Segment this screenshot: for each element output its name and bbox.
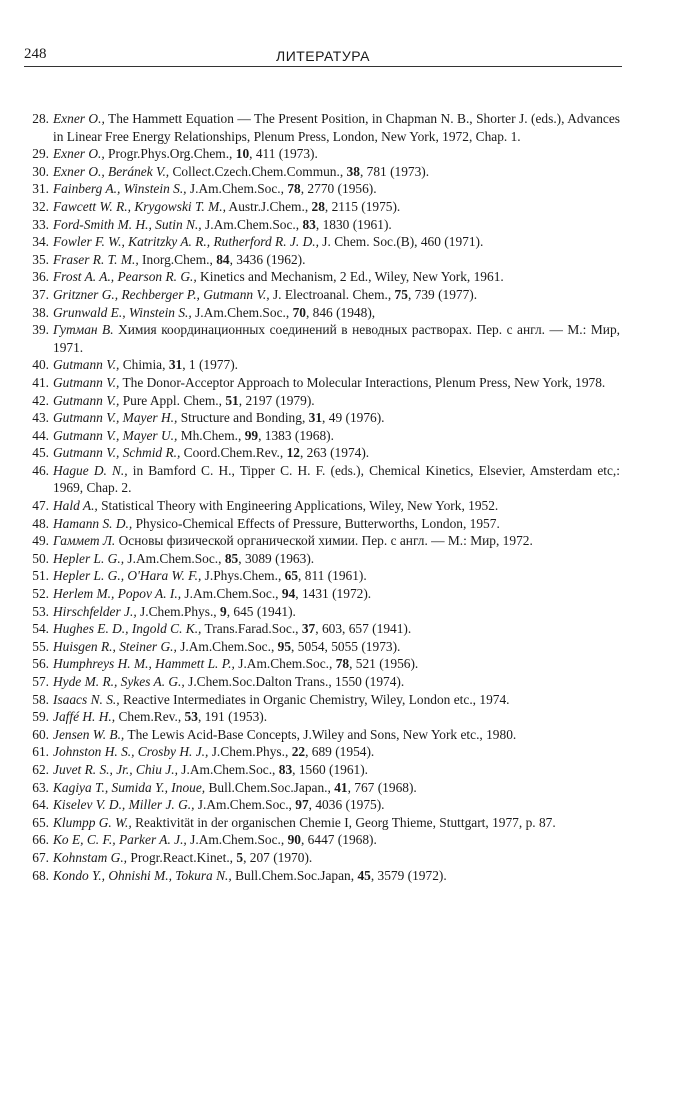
author-names: Kondo Y., Ohnishi M., Tokura N., — [53, 867, 232, 883]
author-names: Hamann S. D., — [53, 515, 133, 531]
citation-text: J.Am.Chem.Soc., — [201, 216, 303, 232]
author-names: Huisgen R., Steiner G., — [53, 638, 177, 654]
reference-number: 30. — [32, 163, 49, 179]
citation-text: J.Am.Chem.Soc., — [181, 586, 282, 602]
citation-text: Inorg.Chem., — [138, 251, 217, 267]
citation-text: , 521 (1956). — [349, 656, 419, 672]
reference-entry — [22, 321, 620, 356]
reference-entry — [22, 761, 620, 779]
author-names: Gritzner G., Rechberger P., Gutmann V., — [53, 286, 270, 302]
volume-number: 31 — [168, 357, 183, 373]
author-names: Johnston H. S., Crosby H. J., — [53, 744, 209, 760]
author-names: Гаммет Л. — [53, 533, 116, 549]
volume-number: 10 — [235, 146, 250, 162]
author-names: Jensen W. B., — [53, 726, 125, 742]
reference-entry — [22, 268, 620, 286]
citation-text: , 2115 (1975). — [324, 198, 401, 214]
author-names: Gutmann V., — [53, 357, 120, 373]
reference-number: 28. — [32, 111, 49, 126]
citation-text: Trans.Farad.Soc., — [201, 621, 302, 637]
author-names: Exner O., — [53, 111, 105, 126]
reference-number: 37. — [32, 286, 49, 302]
author-names: Gutmann V., Mayer H., — [53, 410, 178, 426]
citation-text: J.Chem.Phys., — [208, 744, 292, 760]
volume-number: 38 — [346, 163, 360, 179]
citation-text: The Donor-Acceptor Approach to Molecular Interactions, Plenum Press, New York, 1978. — [119, 374, 606, 390]
author-names: Hague D. N., — [53, 462, 128, 478]
author-names: Hepler L. G., O'Hara W. F., — [53, 568, 202, 584]
citation-text: Coord.Chem.Rev., — [180, 445, 287, 461]
volume-number: 75 — [394, 286, 408, 302]
citation-text: Bull.Chem.Soc.Japan, — [231, 867, 358, 883]
volume-number: 37 — [301, 621, 316, 637]
citation-text: , 1 (1977). — [182, 357, 239, 373]
author-names: Jaffé H. H., — [53, 709, 116, 725]
reference-entry — [22, 444, 620, 462]
reference-number: 68. — [32, 867, 49, 883]
reference-entry — [22, 550, 620, 568]
author-names: Juvet R. S., Jr., Chiu J., — [53, 761, 178, 777]
volume-number: 78 — [287, 181, 301, 197]
volume-number: 5 — [236, 849, 244, 865]
reference-number: 46. — [32, 462, 49, 478]
author-names: Isaacs N. S., — [53, 691, 120, 707]
reference-number: 44. — [32, 427, 49, 443]
reference-entry — [22, 691, 620, 709]
citation-text: J.Chem.Soc.Dalton Trans., 1550 (1974). — [184, 674, 405, 689]
citation-text: , 191 (1953). — [197, 709, 268, 725]
volume-number: 22 — [291, 744, 306, 760]
reference-entry — [22, 867, 620, 885]
author-names: Frost A. A., Pearson R. G., — [53, 269, 197, 285]
reference-entry — [22, 620, 620, 638]
author-names: Fainberg A., Winstein S., — [53, 181, 187, 197]
reference-entry — [22, 462, 620, 497]
author-names: Hyde M. R., Sykes A. G., — [53, 674, 185, 689]
author-names: Hirschfelder J., — [53, 603, 137, 619]
reference-number: 56. — [32, 656, 49, 672]
citation-text: , 411 (1973). — [249, 146, 318, 162]
author-names: Hughes E. D., Ingold C. K., — [53, 621, 202, 637]
reference-number: 57. — [32, 674, 49, 689]
reference-number: 34. — [32, 234, 49, 250]
citation-text: Structure and Bonding, — [177, 410, 309, 426]
citation-text: Physico-Chemical Effects of Pressure, Butterworths, London, 1957. — [132, 515, 500, 531]
citation-text: J.Am.Chem.Soc., — [124, 550, 225, 566]
reference-entry — [22, 110, 620, 145]
volume-number: 45 — [357, 867, 371, 883]
citation-text: The Lewis Acid-Base Concepts, J.Wiley and Sons, New York etc., 1980. — [124, 726, 517, 742]
reference-entry — [22, 743, 620, 761]
page-header — [24, 44, 622, 67]
volume-number: 28 — [311, 198, 325, 214]
citation-text: Основы физической органической химии. Пер. с англ. — М.: Мир, 1972. — [115, 533, 533, 549]
reference-entry — [22, 180, 620, 198]
reference-entry — [22, 849, 620, 867]
reference-entry — [22, 427, 620, 445]
citation-text: Химия координационных соединений в неводных растворах. Пер. с англ. — М.: Мир, 1971. — [53, 322, 620, 355]
reference-entry — [22, 216, 620, 234]
page-number: 248 — [24, 46, 47, 62]
citation-text: , 811 (1961). — [298, 568, 367, 584]
volume-number: 70 — [292, 304, 306, 320]
reference-entry — [22, 497, 620, 515]
citation-text: , 6447 (1968). — [300, 832, 377, 848]
reference-entry — [22, 233, 620, 251]
author-names: Ford-Smith M. H., Sutin N., — [53, 216, 202, 232]
citation-text: J. Electroanal. Chem., — [269, 286, 395, 302]
citation-text: in Bamford C. H., Tipper C. H. F. (eds.), Chemical Kinetics, Elsevier, Amsterdam etc,: 1969, Chap. 2. — [53, 462, 620, 496]
reference-number: 38. — [32, 304, 49, 320]
reference-entry — [22, 708, 620, 726]
citation-text: , 1830 (1961). — [315, 216, 392, 232]
reference-number: 51. — [32, 568, 49, 584]
reference-list — [22, 110, 620, 884]
reference-entry — [22, 515, 620, 533]
citation-text: Kinetics and Mechanism, 2 Ed., Wiley, New York, 1961. — [196, 269, 504, 285]
citation-text: The Hammett Equation — The Present Position, in Chapman N. B., Shorter J. (eds.), Advances in Linear Free Energy Relationships, Plenum Press, London, New York, 1972, Chap. 1. — [53, 111, 620, 144]
volume-number: 97 — [295, 797, 309, 813]
citation-text: Mh.Chem., — [177, 427, 245, 443]
author-names: Fawcett W. R., Krygowski T. M., — [53, 198, 226, 214]
reference-number: 55. — [32, 638, 49, 654]
citation-text: J.Am.Chem.Soc., — [234, 656, 336, 672]
citation-text: Austr.J.Chem., — [225, 198, 312, 214]
citation-text: , 207 (1970). — [243, 849, 313, 865]
volume-number: 83 — [278, 761, 293, 777]
author-names: Gutmann V., — [53, 392, 120, 408]
author-names: Herlem M., Popov A. I., — [53, 586, 182, 602]
citation-text: Progr.React.Kinet., — [127, 849, 237, 865]
reference-entry — [22, 585, 620, 603]
citation-text: , 3579 (1972). — [370, 867, 447, 883]
citation-text: , 645 (1941). — [226, 603, 296, 619]
citation-text: , 767 (1968). — [347, 779, 417, 795]
reference-entry — [22, 603, 620, 621]
reference-number: 64. — [32, 797, 49, 813]
citation-text: Reaktivität in der organischen Chemie I, Georg Thieme, Stuttgart, 1977, p. 87. — [131, 814, 556, 830]
citation-text: , 4036 (1975). — [308, 797, 385, 813]
volume-number: 31 — [308, 410, 323, 426]
reference-number: 61. — [32, 744, 49, 760]
reference-entry — [22, 796, 620, 814]
reference-entry — [22, 655, 620, 673]
reference-number: 45. — [32, 445, 49, 461]
author-names: Fowler F. W., Katritzky A. R., Rutherford R. J. D., — [53, 234, 319, 250]
reference-number: 62. — [32, 761, 49, 777]
citation-text: , 2770 (1956). — [300, 181, 377, 197]
reference-entry — [22, 831, 620, 849]
volume-number: 65 — [284, 568, 299, 584]
volume-number: 90 — [287, 832, 301, 848]
reference-entry — [22, 304, 620, 322]
author-names: Klumpp G. W., — [53, 814, 132, 830]
reference-number: 48. — [32, 515, 49, 531]
citation-text: J.Am.Chem.Soc., — [186, 181, 288, 197]
citation-text: Bull.Chem.Soc.Japan., — [205, 779, 335, 795]
citation-text: , 1431 (1972). — [295, 586, 372, 602]
reference-number: 60. — [32, 726, 49, 742]
reference-entry — [22, 286, 620, 304]
author-names: Gutmann V., — [53, 374, 120, 390]
volume-number: 95 — [277, 638, 292, 654]
reference-number: 33. — [32, 216, 49, 232]
citation-text: J.Phys.Chem., — [201, 568, 285, 584]
author-names: Humphreys H. M., Hammett L. P., — [53, 656, 235, 672]
citation-text: J.Chem.Phys., — [136, 603, 221, 619]
citation-text: , 1560 (1961). — [292, 761, 369, 777]
volume-number: 84 — [216, 251, 230, 267]
reference-number: 29. — [32, 146, 49, 162]
citation-text: , 603, 657 (1941). — [315, 621, 412, 637]
reference-number: 31. — [32, 181, 49, 197]
citation-text: J. Chem. Soc.(B), 460 (1971). — [318, 234, 484, 250]
reference-entry — [22, 567, 620, 585]
author-names: Gutmann V., Schmid R., — [53, 445, 181, 461]
citation-text: Reactive Intermediates in Organic Chemistry, Wiley, London etc., 1974. — [119, 691, 510, 707]
reference-entry — [22, 814, 620, 832]
author-names: Kiselev V. D., Miller J. G., — [53, 797, 195, 813]
reference-number: 67. — [32, 849, 49, 865]
reference-entry — [22, 198, 620, 216]
reference-number: 35. — [32, 251, 49, 267]
citation-text: Pure Appl. Chem., — [119, 392, 226, 408]
author-names: Hald A., — [53, 498, 98, 514]
volume-number: 83 — [302, 216, 316, 232]
reference-number: 50. — [32, 550, 49, 566]
citation-text: J.Am.Chem.Soc., — [191, 304, 293, 320]
author-names: Ko E, C. F., Parker A. J., — [53, 832, 187, 848]
citation-text: , 846 (1948), — [305, 304, 376, 320]
reference-number: 36. — [32, 269, 49, 285]
reference-number: 49. — [32, 533, 49, 549]
author-names: Kohnstam G., — [53, 849, 128, 865]
volume-number: 78 — [335, 656, 350, 672]
citation-text: Collect.Czech.Chem.Commun., — [169, 163, 347, 179]
reference-entry — [22, 356, 620, 374]
citation-text: , 263 (1974). — [299, 445, 370, 461]
reference-entry — [22, 638, 620, 656]
author-names: Gutmann V., Mayer U., — [53, 427, 178, 443]
reference-number: 41. — [32, 374, 49, 390]
author-names: Exner O., Beránek V., — [53, 163, 170, 179]
reference-number: 43. — [32, 410, 49, 426]
reference-number: 58. — [32, 691, 49, 707]
reference-number: 40. — [32, 357, 49, 373]
citation-text: J.Am.Chem.Soc., — [186, 832, 288, 848]
citation-text: J.Am.Chem.Soc., — [177, 761, 279, 777]
reference-number: 63. — [32, 779, 49, 795]
reference-entry — [22, 673, 620, 691]
running-title: ЛИТЕРАТУРА — [276, 48, 370, 64]
citation-text: Statistical Theory with Engineering Applications, Wiley, New York, 1952. — [97, 498, 499, 514]
citation-text: J.Am.Chem.Soc., — [176, 638, 278, 654]
citation-text: , 49 (1976). — [322, 410, 385, 426]
reference-number: 42. — [32, 392, 49, 408]
author-names: Grunwald E., Winstein S., — [53, 304, 192, 320]
volume-number: 99 — [244, 427, 259, 443]
author-names: Exner O., — [53, 146, 105, 162]
reference-number: 32. — [32, 198, 49, 214]
author-names: Гутман В. — [53, 322, 114, 338]
reference-entry — [22, 392, 620, 410]
reference-entry — [22, 409, 620, 427]
volume-number: 94 — [281, 586, 296, 602]
reference-number: 59. — [32, 709, 49, 725]
citation-text: J.Am.Chem.Soc., — [194, 797, 296, 813]
reference-number: 39. — [32, 322, 49, 338]
citation-text: , 1383 (1968). — [258, 427, 334, 443]
citation-text: , 3436 (1962). — [229, 251, 306, 267]
citation-text: Chem.Rev., — [115, 709, 185, 725]
reference-number: 54. — [32, 621, 49, 637]
volume-number: 85 — [224, 550, 239, 566]
reference-number: 52. — [32, 586, 49, 602]
reference-entry — [22, 779, 620, 797]
citation-text: Chimia, — [119, 357, 169, 373]
reference-entry — [22, 163, 620, 181]
reference-entry — [22, 251, 620, 269]
citation-text: , 5054, 5055 (1973). — [291, 638, 401, 654]
reference-number: 53. — [32, 603, 49, 619]
citation-text: , 739 (1977). — [407, 286, 478, 302]
citation-text: Progr.Phys.Org.Chem., — [104, 146, 236, 162]
author-names: Fraser R. T. M., — [53, 251, 139, 267]
reference-number: 66. — [32, 832, 49, 848]
author-names: Hepler L. G., — [53, 550, 125, 566]
reference-entry — [22, 726, 620, 744]
author-names: Kagiya T., Sumida Y., Inoue, — [53, 779, 206, 795]
volume-number: 9 — [220, 603, 227, 619]
reference-entry — [22, 374, 620, 392]
volume-number: 51 — [225, 392, 239, 408]
citation-text: , 781 (1973). — [359, 163, 430, 179]
volume-number: 12 — [286, 445, 300, 461]
citation-text: , 689 (1954). — [305, 744, 375, 760]
volume-number: 41 — [334, 779, 348, 795]
reference-entry — [22, 532, 620, 550]
reference-entry — [22, 145, 620, 163]
reference-number: 47. — [32, 498, 49, 514]
reference-number: 65. — [32, 814, 49, 830]
volume-number: 53 — [184, 709, 198, 725]
citation-text: , 3089 (1963). — [238, 550, 315, 566]
citation-text: , 2197 (1979). — [238, 392, 315, 408]
